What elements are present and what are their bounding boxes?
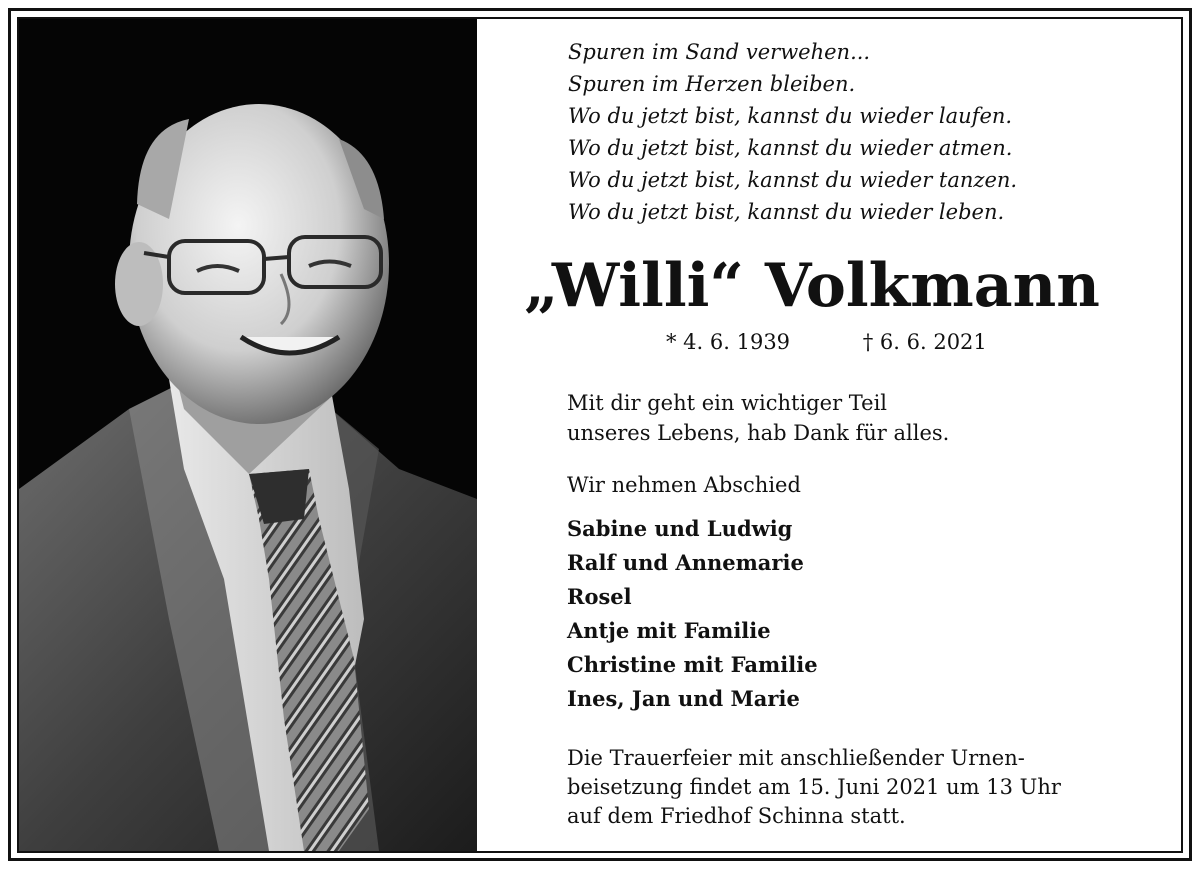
- funeral-line: Die Trauerfeier mit anschließender Urnen-: [567, 746, 1025, 770]
- mourner-name: Ines, Jan und Marie: [567, 686, 800, 711]
- poem-line: Wo du jetzt bist, kannst du wieder laufen.: [568, 104, 1013, 128]
- farewell-text: Wir nehmen Abschied: [567, 473, 801, 497]
- portrait-photo: [19, 19, 477, 851]
- deceased-name: „Willi“ Volkmann: [524, 251, 1100, 321]
- mourner-name: Rosel: [567, 584, 632, 609]
- poem-line: Spuren im Sand verwehen...: [568, 40, 871, 64]
- poem-line: Wo du jetzt bist, kannst du wieder atmen.: [568, 136, 1013, 160]
- mourner-name: Sabine und Ludwig: [567, 516, 793, 541]
- mourner-name: Antje mit Familie: [567, 618, 771, 643]
- funeral-line: beisetzung findet am 15. Juni 2021 um 13 Uhr: [567, 775, 1061, 799]
- portrait-illustration: [19, 19, 477, 851]
- poem-line: Wo du jetzt bist, kannst du wieder leben.: [568, 200, 1005, 224]
- mourner-name: Ralf und Annemarie: [567, 550, 804, 575]
- memorial-poem: [568, 36, 1128, 228]
- funeral-notice: [567, 744, 1061, 831]
- funeral-line: auf dem Friedhof Schinna statt.: [567, 804, 906, 828]
- birth-date: * 4. 6. 1939: [666, 330, 791, 354]
- poem-line: Spuren im Herzen bleiben.: [568, 72, 856, 96]
- mourner-name: Christine mit Familie: [567, 652, 818, 677]
- life-dates: [666, 328, 987, 356]
- tribute-text: [567, 388, 949, 448]
- poem-line: Wo du jetzt bist, kannst du wieder tanzen.: [568, 168, 1018, 192]
- tribute-line: unseres Lebens, hab Dank für alles.: [567, 421, 950, 445]
- death-date: † 6. 6. 2021: [862, 330, 987, 354]
- tribute-line: Mit dir geht ein wichtiger Teil: [567, 391, 888, 415]
- mourners-list: [567, 512, 818, 716]
